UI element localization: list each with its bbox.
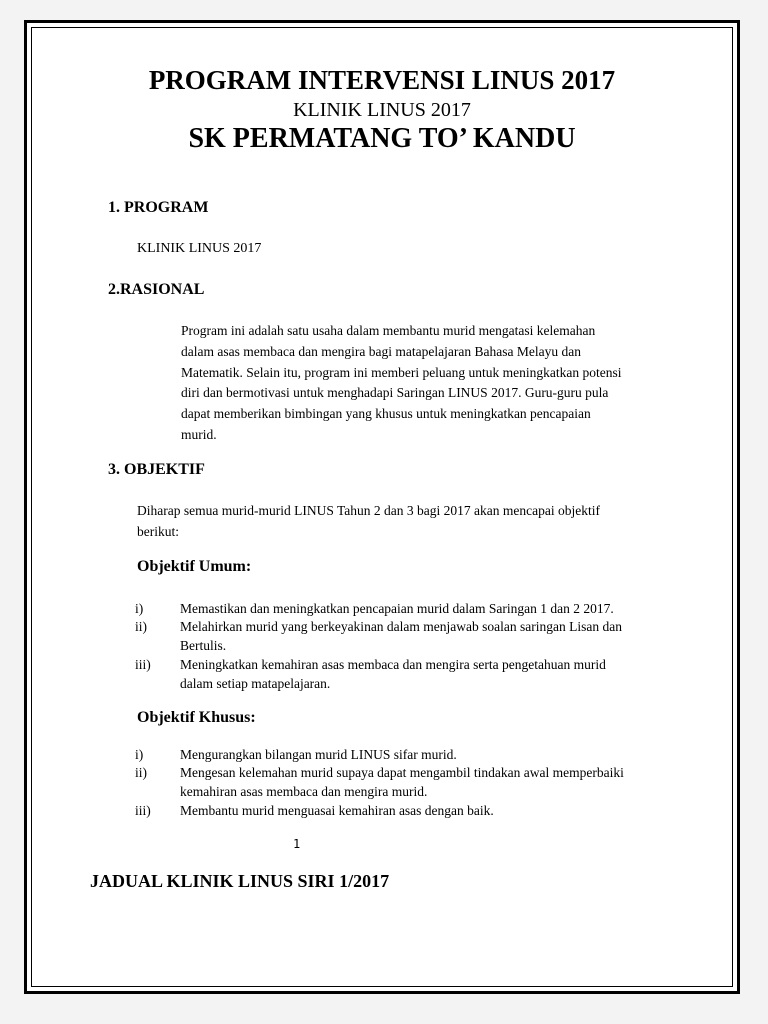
objektif-umum-list bbox=[135, 599, 705, 699]
section-heading-objektif: 3. OBJEKTIF bbox=[108, 461, 205, 478]
page-number: 1 bbox=[293, 837, 301, 851]
list-item-number: iii) bbox=[135, 803, 151, 818]
list-item-number: ii) bbox=[135, 619, 147, 634]
list-item-number: i) bbox=[135, 601, 144, 616]
objektif-intro-line: berikut: bbox=[137, 523, 179, 539]
list-item-text bbox=[180, 617, 690, 655]
list-item-text bbox=[180, 745, 690, 764]
objektif-umum-heading: Objektif Umum: bbox=[137, 558, 252, 575]
section-heading-rasional: 2.RASIONAL bbox=[108, 281, 205, 298]
list-item-number: ii) bbox=[135, 765, 147, 780]
rasional-line: murid. bbox=[181, 426, 217, 442]
list-item-line: Mengesan kelemahan murid supaya dapat mengambil tindakan awal memperbaiki bbox=[180, 765, 624, 780]
section-heading-program: 1. PROGRAM bbox=[108, 199, 209, 216]
list-item-line: Membantu murid menguasai kemahiran asas dengan baik. bbox=[180, 803, 494, 818]
list-item-text bbox=[180, 801, 690, 820]
objektif-khusus-heading: Objektif Khusus: bbox=[137, 709, 256, 726]
rasional-paragraph bbox=[181, 321, 681, 446]
list-item-line: Meningkatkan kemahiran asas membaca dan mengira serta pengetahuan murid bbox=[180, 657, 606, 672]
jadual-title: JADUAL KLINIK LINUS SIRI 1/2017 bbox=[90, 871, 390, 891]
list-item-line: Bertulis. bbox=[180, 638, 227, 653]
document-subtitle: KLINIK LINUS 2017 bbox=[293, 99, 471, 121]
list-item-number: i) bbox=[135, 747, 144, 762]
list-item-line: Melahirkan murid yang berkeyakinan dalam menjawab soalan saringan Lisan dan bbox=[180, 619, 622, 634]
objektif-intro bbox=[137, 501, 697, 543]
list-item-line: dalam setiap matapelajaran. bbox=[180, 676, 331, 691]
objektif-intro-line: Diharap semua murid-murid LINUS Tahun 2 dan 3 bagi 2017 akan mencapai objektif bbox=[137, 503, 600, 518]
rasional-line: dapat memberikan bimbingan yang khusus untuk meningkatkan pencapaian bbox=[181, 406, 591, 422]
list-item-line: Memastikan dan meningkatkan pencapaian murid dalam Saringan 1 dan 2 2017. bbox=[180, 601, 614, 616]
list-item-text bbox=[180, 599, 690, 618]
list-item-text bbox=[180, 763, 690, 801]
list-item-number: iii) bbox=[135, 657, 151, 672]
list-item-line: Mengurangkan bilangan murid LINUS sifar murid. bbox=[180, 747, 457, 762]
document-page bbox=[24, 20, 740, 994]
objektif-khusus-list bbox=[135, 745, 705, 825]
school-name: SK PERMATANG TO’ KANDU bbox=[188, 123, 576, 154]
program-name: KLINIK LINUS 2017 bbox=[137, 241, 262, 256]
rasional-line: diri dan bermotivasi untuk menghadapi Saringan LINUS 2017. Guru-guru pula bbox=[181, 385, 609, 401]
list-item-text bbox=[180, 655, 690, 693]
list-item-line: kemahiran asas membaca dan mengira murid. bbox=[180, 784, 428, 799]
rasional-line: Program ini adalah satu usaha dalam membantu murid mengatasi kelemahan bbox=[181, 323, 596, 338]
rasional-line: dalam asas membaca dan mengira bagi matapelajaran Bahasa Melayu dan bbox=[181, 343, 581, 359]
rasional-line: Matematik. Selain itu, program ini memberi peluang untuk meningkatkan potensi bbox=[181, 364, 622, 380]
document-title: PROGRAM INTERVENSI LINUS 2017 bbox=[148, 65, 616, 95]
